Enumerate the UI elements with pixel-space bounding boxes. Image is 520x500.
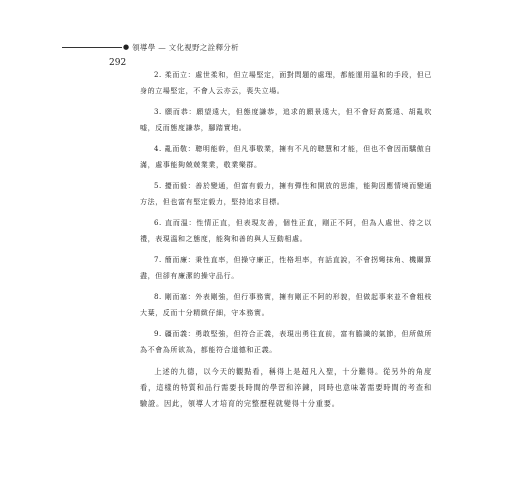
closing-section bbox=[140, 364, 432, 412]
virtue-item-5: 5. 擾而毅：善於變通，但富有毅力，擁有彈性和開放的思維，能夠因應情境而變通方法，但也富有堅定毅力，堅持追求目標。 bbox=[140, 182, 432, 206]
virtue-item-4: 4. 亂而敬：聰明能幹，但凡事敬業，擁有不凡的聰慧和才能，但也不會因而驕傲自滿，處事能夠兢兢業業，敬業樂群。 bbox=[140, 145, 432, 169]
virtue-item-2: 2. 柔而立：處世柔和，但立場堅定，面對問題的處理，都能運用溫和的手段，但已身的立場堅定，不會人云亦云，喪失立場。 bbox=[140, 71, 432, 95]
running-header bbox=[62, 40, 239, 54]
virtue-item-9: 9. 疆而義：勇敢堅強，但符合正義，表現出勇往直前，富有膽識的氣節，但所做所為不會為所欲為，都能符合道德和正義。 bbox=[140, 330, 432, 354]
closing-paragraph: 上述的九德，以今天的觀點看，稱得上是超凡入聖，十分難得。從另外的角度看，這樣的特質和品行需要長時間的學習和淬鍊，同時也意味著需要時間的考查和驗證。因此，領導人才培育的完整歷程就變得十分重要。 bbox=[140, 367, 432, 408]
virtue-item-3: 3. 願而恭：願望遠大，但態度謙恭，追求的願景遠大，但不會好高騖遠、胡亂吹嘘，反而態度謙恭，腳踏實地。 bbox=[140, 108, 432, 132]
header-title: 領導學 — 文化視野之詮釋分析 bbox=[132, 42, 239, 52]
page-number: 292 bbox=[109, 58, 127, 68]
virtue-item-8: 8. 剛而塞：外表剛強，但行事務實，擁有剛正不阿的形貌，但做起事來並不會粗枝大葉，反而十分精緻仔細，守本務實。 bbox=[140, 293, 432, 317]
header-rule bbox=[62, 47, 122, 48]
body-text bbox=[140, 68, 432, 418]
virtue-item-7: 7. 簡而廉：秉性直率，但操守廉正，性格坦率，有話直說，不會拐彎抹角、機關算盡，但卻有廉潔的操守品行。 bbox=[140, 256, 432, 280]
virtue-item-6: 6. 直而溫：性情正直，但表現友善，個性正直，剛正不阿，但為人處世、待之以禮，表現溫和之態度，能夠和善的與人互動相處。 bbox=[140, 219, 432, 243]
header-bullet-icon: ● bbox=[123, 42, 130, 51]
